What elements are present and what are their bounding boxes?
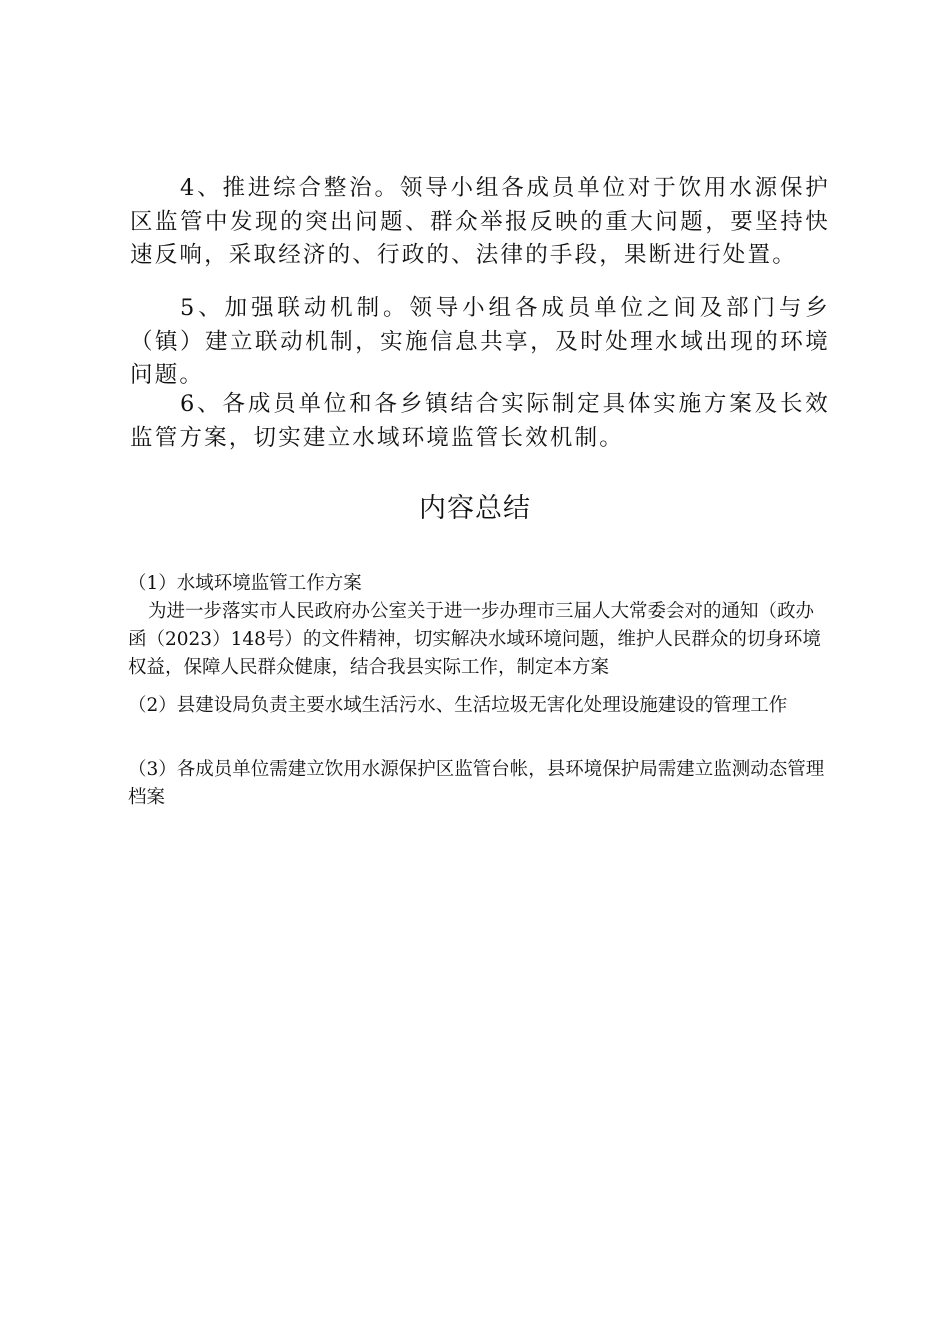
paragraph-item-6: 6、各成员单位和各乡镇结合实际制定具体实施方案及长效监管方案，切实建立水域环境监管长效机制。 [130,391,830,451]
paragraph-item-4: 4、推进综合整治。领导小组各成员单位对于饮用水源保护区监管中发现的突出问题、群众举报反映的重大问题，要坚持快速反响，采取经济的、行政的、法律的手段，果断进行处置。 [130,175,830,268]
summary-item-1-body: 为进一步落实市人民政府办公室关于进一步办理市三届人大常委会对的通知（政办函（2023）148号）的文件精神，切实解决水域环境问题，维护人民群众的切身环境权益，保障人民群众健康，结合我县实际工作，制定本方案 [128,601,821,678]
summary-item-2: （2）县建设局负责主要水域生活污水、生活垃圾无害化处理设施建设的管理工作 [128,695,788,716]
summary-item-3: （3）各成员单位需建立饮用水源保护区监管台帐，县环境保护局需建立监测动态管理档案 [128,759,825,808]
summary-item-1-heading: （1）水域环境监管工作方案 [128,573,362,594]
summary-title: 内容总结 [419,493,531,524]
paragraph-item-5: 5、加强联动机制。领导小组各成员单位之间及部门与乡（镇）建立联动机制，实施信息共享，及时处理水域出现的环境问题。 [130,295,830,388]
